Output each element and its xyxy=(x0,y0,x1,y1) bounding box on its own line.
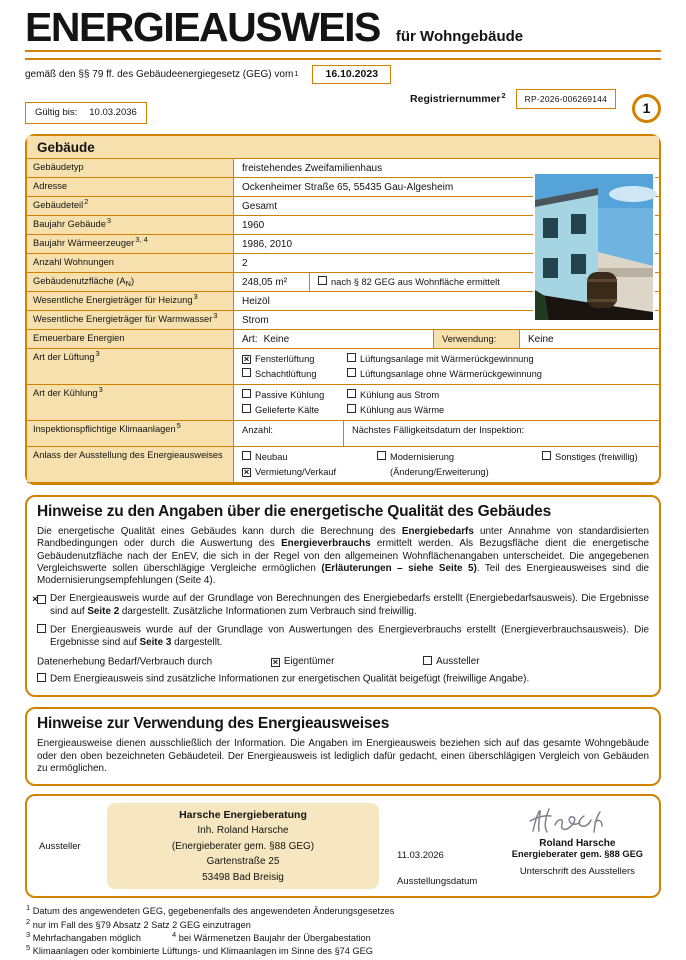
meta-row xyxy=(25,89,661,124)
field-value: 248,05 m² xyxy=(234,273,310,291)
page-title: ENERGIEAUSWEIS xyxy=(25,4,380,50)
field-value: Gesamt xyxy=(242,200,278,212)
table-row-erneuerbare xyxy=(27,330,659,349)
field-value: 1960 xyxy=(242,219,265,231)
footnote: $^3$ Mehrfachangaben möglich $^4$ bei Wärmenetzen Baujahr der Übergabestation xyxy=(26,930,371,944)
cb-lueftung-ohne-wrg[interactable] xyxy=(347,368,356,377)
field-value: 1986, 2010 xyxy=(242,238,293,250)
cb-kuehlung-strom[interactable] xyxy=(347,389,356,398)
usage-section xyxy=(25,707,661,786)
quality-section-title: Hinweise zu den Angaben über die energetische Qualität des Gebäudes xyxy=(37,502,552,520)
footnote: $^2$ nur im Fall des §79 Absatz 2 Satz 2 GEG einzutragen xyxy=(26,916,251,930)
footnotes xyxy=(25,905,661,958)
issuer-company: Harsche Energieberatung xyxy=(179,809,307,822)
cb-sonstiges[interactable] xyxy=(542,451,551,460)
quality-paragraph: Die energetische Qualität eines Gebäudes kann durch die Berechnung des Energiebedarfs unter Annahme von standardisierten Randbedingungen oder durch die Auswertung des Energieverbrauchs ermittelt werden. Als Bezugsfläche dient die energetische Gebäudenutzfläche nach der EnEV, die sich in der Regel von den allgemeinen Wohnflächenangaben unterscheidet. Die angegebenen Vergleichswerte sollen überschlägige Vergleiche ermöglichen (Erläuterungen – siehe Seite 5). Teil des Energieausweises sind die Modernisierungsempfehlungen (Seite 4). xyxy=(37,525,649,587)
field-value: Heizöl xyxy=(242,295,270,307)
cb-modernisierung[interactable] xyxy=(377,451,386,460)
quality-section xyxy=(25,495,661,697)
cb-kuehlung-waerme[interactable] xyxy=(347,404,356,413)
field-label: Anzahl Wohnungen xyxy=(27,254,234,272)
cb-passive-kuehlung[interactable] xyxy=(242,389,251,398)
valid-until-label: Gültig bis: xyxy=(35,106,78,118)
cb-aussteller[interactable] xyxy=(423,656,432,665)
issue-date-label: Ausstellungsdatum xyxy=(397,876,478,888)
cb-neubau[interactable] xyxy=(242,451,251,460)
field-label: Erneuerbare Energien xyxy=(27,330,234,348)
footnote: $^5$ Klimaanlagen oder kombinierte Lüftungs- und Klimaanlagen im Sinne des §74 GEG xyxy=(26,943,373,957)
table-row-klimaanlagen xyxy=(27,421,659,447)
signer-title: Energieberater gem. §88 GEG xyxy=(511,849,643,860)
issuer-qualification: (Energieberater gem. §88 GEG) xyxy=(171,840,315,852)
verwendung-label: Verwendung: xyxy=(434,330,520,348)
art-cell: Art: Keine xyxy=(234,330,434,348)
eigentuemer-option: × Eigentümer xyxy=(272,656,335,668)
field-label: Wesentliche Energieträger für Warmwasser$^3$ xyxy=(27,311,234,329)
signature-image xyxy=(512,803,643,840)
table-row-lueftung xyxy=(27,349,659,385)
cb-schachtlueftung[interactable] xyxy=(242,368,251,377)
usage-section-title: Hinweise zur Verwendung des Energieausweises xyxy=(37,715,390,733)
page-subtitle: für Wohngebäude xyxy=(395,27,524,45)
issuer-city: 53498 Bad Breisig xyxy=(202,871,284,883)
field-label: Wesentliche Energieträger für Heizung$^3$ xyxy=(27,292,234,310)
issue-date-block xyxy=(397,850,477,889)
cb-bedarfsausweis[interactable]: × xyxy=(37,595,46,604)
footnote: $^1$ Datum des angewendeten GEG, gegebenenfalls des angewendeten Änderungsgesetzes xyxy=(26,903,395,917)
verwendung-value: Keine xyxy=(528,333,554,345)
registry-group xyxy=(410,89,616,109)
signature-block xyxy=(512,803,647,889)
field-label: Art der Kühlung$^3$ xyxy=(27,385,234,420)
aussteller-option: Aussteller xyxy=(423,656,479,667)
field-value: Strom xyxy=(242,314,269,326)
valid-until-date: 10.03.2036 xyxy=(89,106,137,118)
issuer-section xyxy=(25,794,661,898)
law-text: gemäß den §§ 79 ff. des Gebäudeenergiegesetz (GEG) vom xyxy=(25,68,294,80)
valid-until-box xyxy=(25,102,147,124)
verbrauchsausweis-line: Der Energieausweis wurde auf der Grundlage von Auswertungen des Energieverbrauchs erstellt (Energieverbrauchsausweis). Die Ergebnisse sind auf Seite 3 dargestellt. xyxy=(37,624,649,649)
field-label: Anlass der Ausstellung des Energieausweises xyxy=(27,447,234,482)
wohnflaeche-option: nach § 82 GEG aus Wohnfläche ermittelt xyxy=(310,273,659,291)
issue-date: 11.03.2026 xyxy=(397,850,444,862)
field-label: Gebäudetyp xyxy=(27,159,234,177)
faelligkeit-cell: Nächstes Fälligkeitsdatum der Inspektion: xyxy=(352,424,525,435)
building-table xyxy=(27,159,659,483)
issuer-street: Gartenstraße 25 xyxy=(206,856,280,868)
zusatzinfo-line: Dem Energieausweis sind zusätzliche Informationen zur energetischen Qualität beigefügt (freiwillige Angabe). xyxy=(37,673,649,686)
building-section-title: Gebäude xyxy=(27,136,659,159)
registry-number: RP-2026-006269144 xyxy=(516,89,616,109)
table-row-kuehlung xyxy=(27,385,659,421)
datenerhebung-label: Datenerhebung Bedarf/Verbrauch durch xyxy=(37,656,213,668)
cb-fensterlueftung[interactable]: × xyxy=(243,354,250,366)
page-number-badge: 1 xyxy=(632,94,661,123)
issuer-label: Aussteller xyxy=(39,840,81,852)
usage-paragraph: Energieausweise dienen ausschließlich der Information. Die Angaben im Energieausweis beziehen sich auf das gesamte Wohngebäude oder den oben bezeichneten Gebäudeteil. Der Energieausweis ist lediglich dafür gedacht, einen überschlägigen Vergleich von Gebäuden zu ermöglichen. xyxy=(37,738,649,774)
datenerhebung-line xyxy=(37,656,649,668)
cb-eigentuemer[interactable]: × xyxy=(272,656,279,668)
field-label: Baujahr Wärmeerzeuger$^{3, 4}$ xyxy=(27,235,234,253)
header xyxy=(25,4,661,50)
issuer-owner: Inh. Roland Harsche xyxy=(197,825,289,837)
cb-lueftung-mit-wrg[interactable] xyxy=(347,353,356,362)
cb-zusatzinfo[interactable] xyxy=(37,673,46,682)
field-value: freistehendes Zweifamilienhaus xyxy=(242,162,383,174)
kuehlung-options: Passive Kühlung Gelieferte Kälte Kühlung aus Strom Kühlung aus Wärme xyxy=(234,385,659,420)
table-row-anlass xyxy=(27,447,659,483)
issuer-card xyxy=(107,803,379,889)
field-label: Adresse xyxy=(27,178,234,196)
cb-vermietung-verkauf[interactable]: × xyxy=(243,467,250,479)
header-divider xyxy=(25,50,661,60)
anzahl-cell: Anzahl: xyxy=(234,421,344,446)
bedarfsausweis-line: × Der Energieausweis wurde auf der Grundlage von Berechnungen des Energiebedarfs erstellt (Energiebedarfsausweis). Die Ergebnisse sind auf Seite 2 dargestellt. Zusätzliche Informationen zum Verbrauch sind freiwillig. xyxy=(32,593,649,617)
field-value: Ockenheimer Straße 65, 55435 Gau-Algesheim xyxy=(242,181,454,193)
signature-label: Unterschrift des Ausstellers xyxy=(519,866,635,878)
cb-gelieferte-kaelte[interactable] xyxy=(242,404,251,413)
building-photo xyxy=(533,172,655,322)
building-section xyxy=(25,134,661,485)
law-line: gemäß den §§ 79 ff. des Gebäudeenergiegesetz (GEG) vom 1 16.10.2023 xyxy=(25,65,661,84)
signer-name: Roland Harsche xyxy=(539,838,616,850)
field-label: Inspektionspflichtige Klimaanlagen$^5$ xyxy=(27,421,234,446)
field-label: Gebäudeteil$^2$ xyxy=(27,197,234,215)
field-label: Baujahr Gebäude$^3$ xyxy=(27,216,234,234)
cb-verbrauchsausweis[interactable] xyxy=(37,624,46,633)
field-value: 2 xyxy=(242,257,248,269)
cb-wohnflaeche[interactable] xyxy=(318,276,327,285)
field-label: Art der Lüftung$^3$ xyxy=(27,349,234,384)
geg-date-box: 16.10.2023 xyxy=(312,65,391,84)
anlass-options: Neubau × Vermietung/Verkauf Modernisierung (Änderung/Erweiterung) Sonstiges (freiwillig) xyxy=(243,451,638,479)
registry-label: Registriernummer$^2$ xyxy=(410,90,506,105)
field-label: Gebäudenutzfläche $(A_N)$ xyxy=(27,273,234,291)
lueftung-options: × Fensterlüftung Schachtlüftung Lüftungsanlage mit Wärmerückgewinnung Lüftungsanlage ohne Wärmerückgewinnung xyxy=(243,353,542,379)
